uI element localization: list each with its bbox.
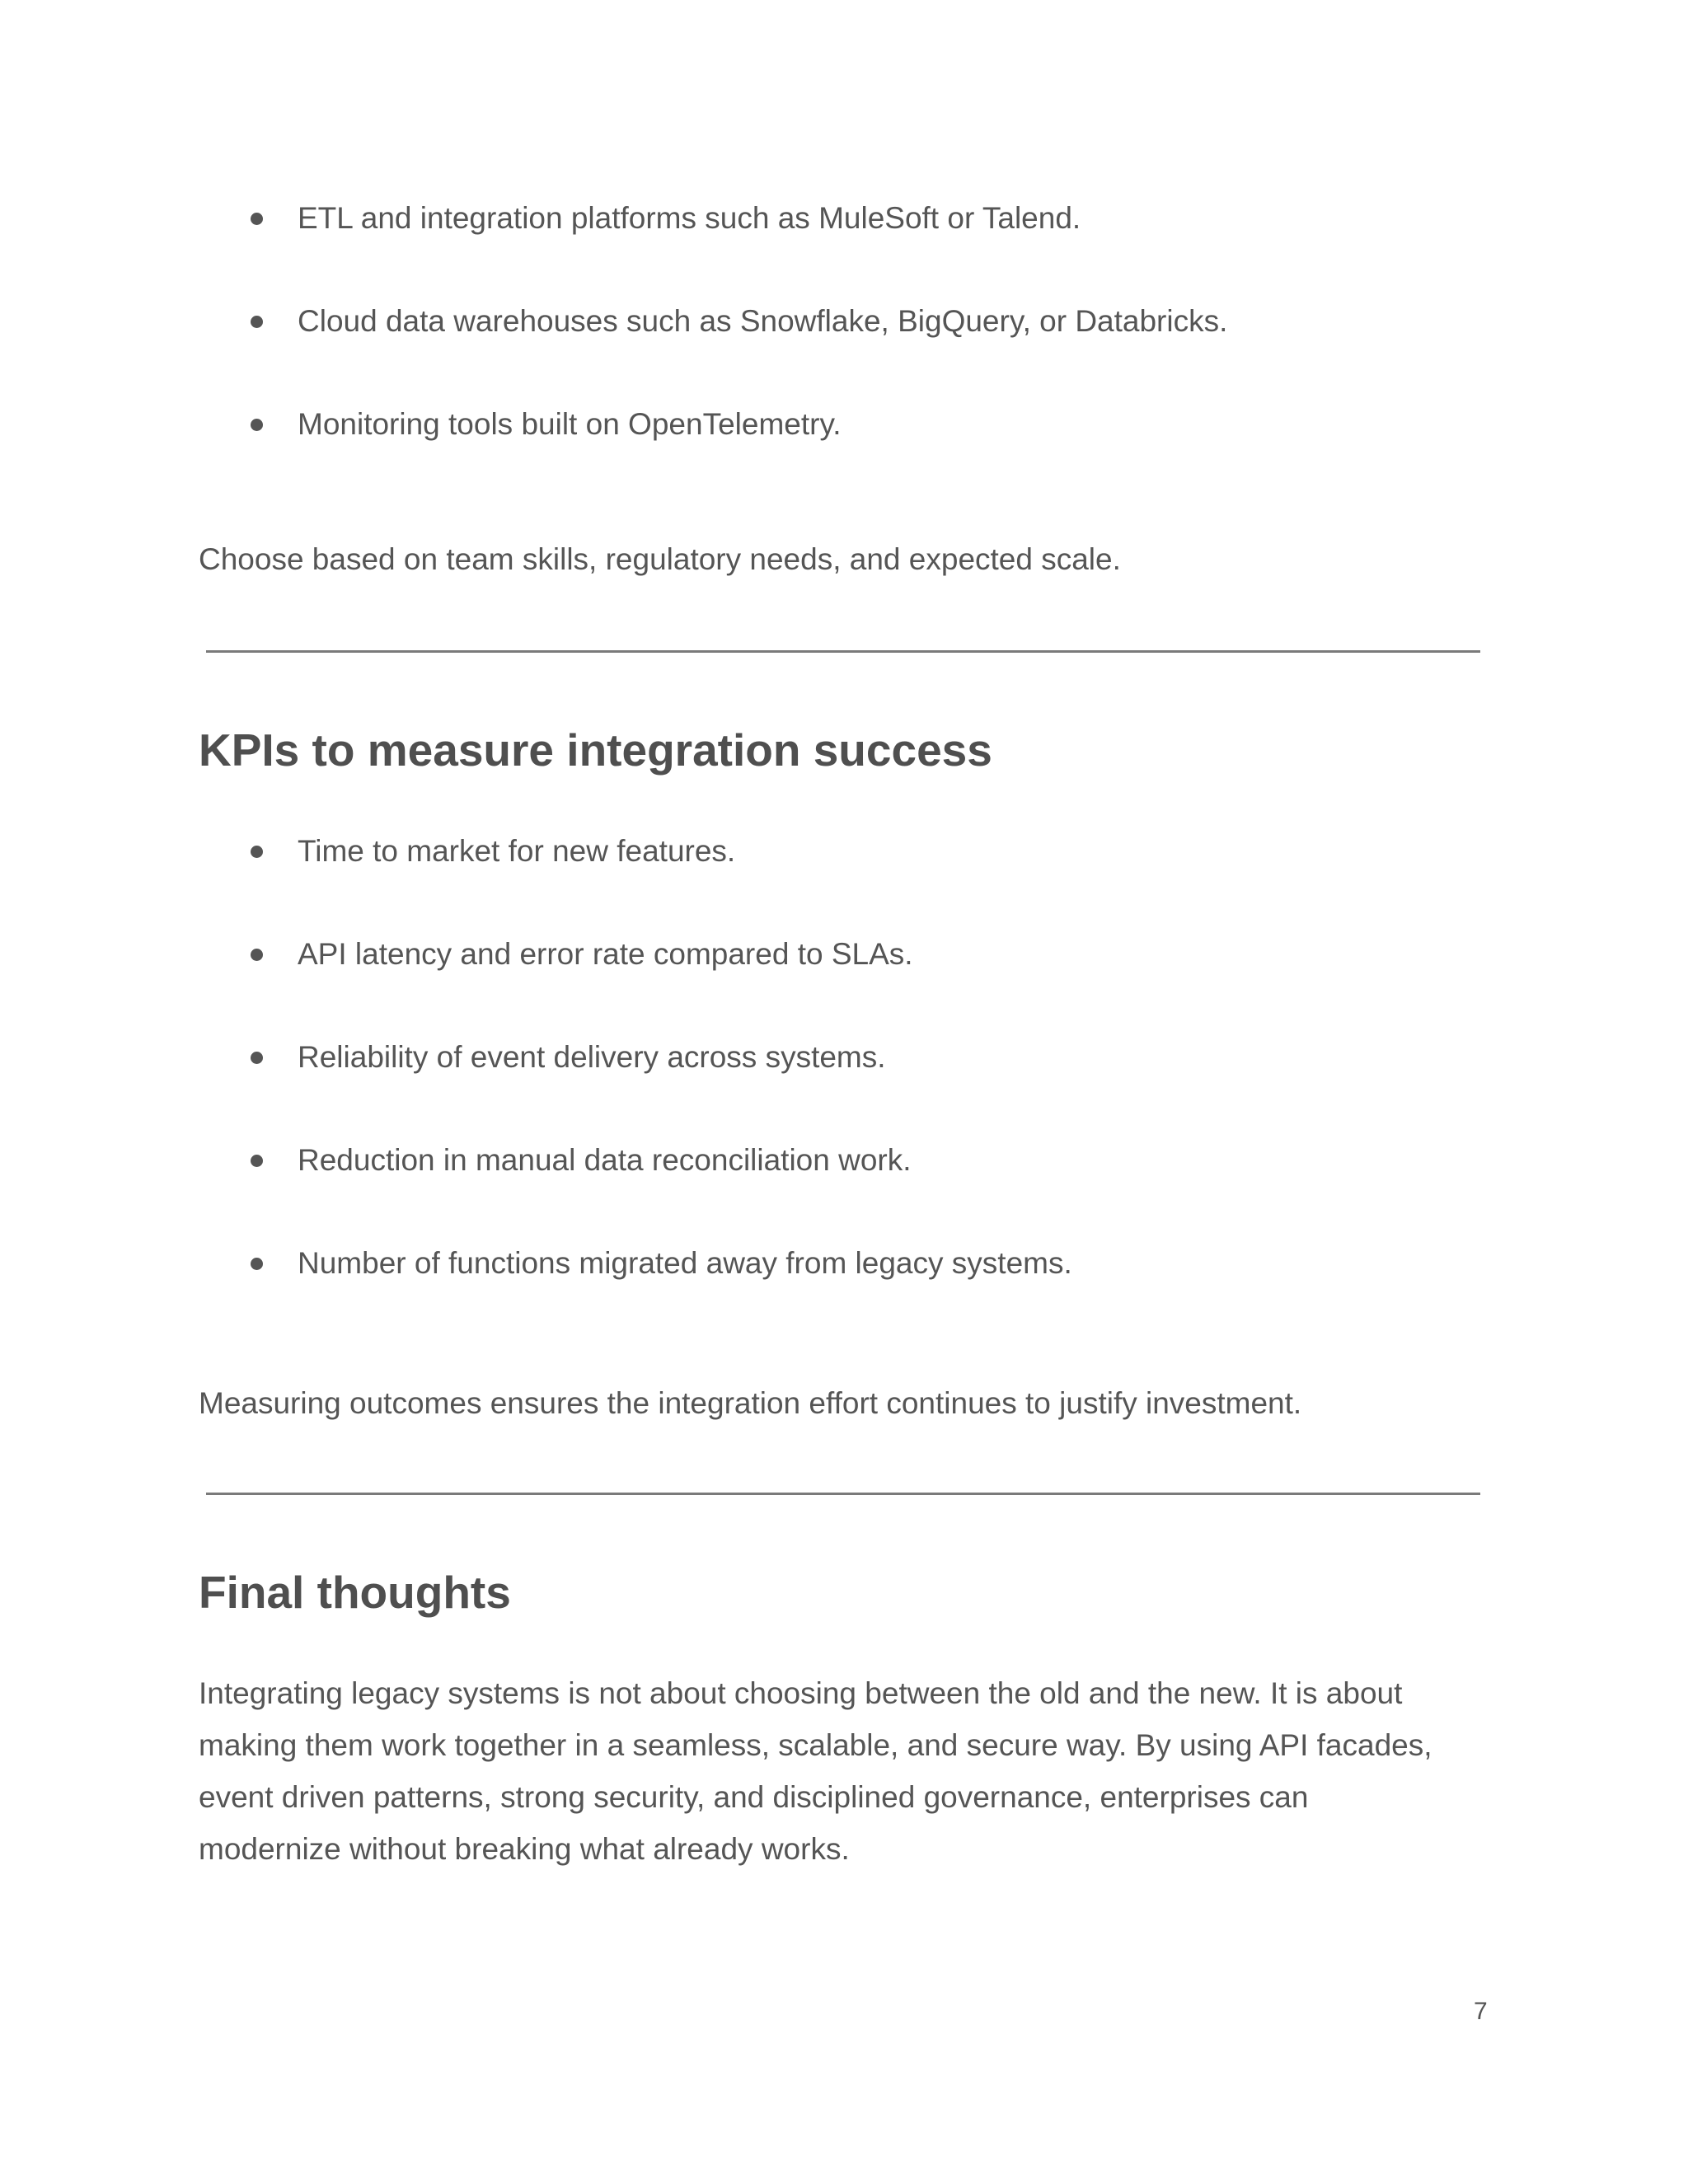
list-item-text: Number of functions migrated away from legacy systems. xyxy=(298,1245,1072,1280)
list-item xyxy=(199,1108,1484,1212)
list-item-text: Cloud data warehouses such as Snowflake, BigQuery, or Databricks. xyxy=(298,303,1228,338)
bullet-icon xyxy=(251,949,263,961)
paragraph-kpis-closing: Measuring outcomes ensures the integration effort continues to justify investment. xyxy=(199,1386,1302,1420)
bullet-icon xyxy=(251,846,263,858)
paragraph-line: making them work together in a seamless, scalable, and secure way. By using API facades, xyxy=(199,1728,1432,1762)
section-divider xyxy=(206,1493,1480,1495)
list-item xyxy=(199,373,1484,476)
bullet-icon xyxy=(251,419,263,431)
bullet-icon xyxy=(251,1258,263,1270)
list-item-text: API latency and error rate compared to SLAs. xyxy=(298,936,913,971)
bullet-icon xyxy=(251,1155,263,1167)
final-paragraph xyxy=(199,1667,1484,1875)
section-heading-kpis: KPIs to measure integration success xyxy=(199,724,992,776)
list-item xyxy=(199,799,1484,902)
list-item xyxy=(199,1005,1484,1108)
bullet-icon xyxy=(251,316,263,328)
kpi-list xyxy=(199,799,1484,1315)
list-item-text: Time to market for new features. xyxy=(298,833,736,868)
bullet-icon xyxy=(251,1052,263,1064)
list-item-text: Monitoring tools built on OpenTelemetry. xyxy=(298,406,842,441)
section-divider xyxy=(206,650,1480,653)
section-heading-final: Final thoughts xyxy=(199,1567,511,1618)
paragraph-choose: Choose based on team skills, regulatory needs, and expected scale. xyxy=(199,542,1121,576)
list-item xyxy=(199,166,1484,269)
tools-list xyxy=(199,166,1484,476)
paragraph-line: event driven patterns, strong security, and disciplined governance, enterprises can xyxy=(199,1780,1309,1814)
bullet-icon xyxy=(251,213,263,225)
list-item xyxy=(199,269,1484,373)
list-item xyxy=(199,1212,1484,1315)
list-item xyxy=(199,902,1484,1005)
page-number: 7 xyxy=(1474,1998,1488,2025)
list-item-text: Reduction in manual data reconciliation work. xyxy=(298,1142,912,1177)
paragraph-line: Integrating legacy systems is not about choosing between the old and the new. It is about xyxy=(199,1676,1403,1710)
list-item-text: Reliability of event delivery across systems. xyxy=(298,1039,886,1074)
paragraph-line: modernize without breaking what already works. xyxy=(199,1832,850,1866)
list-item-text: ETL and integration platforms such as MuleSoft or Talend. xyxy=(298,200,1081,235)
